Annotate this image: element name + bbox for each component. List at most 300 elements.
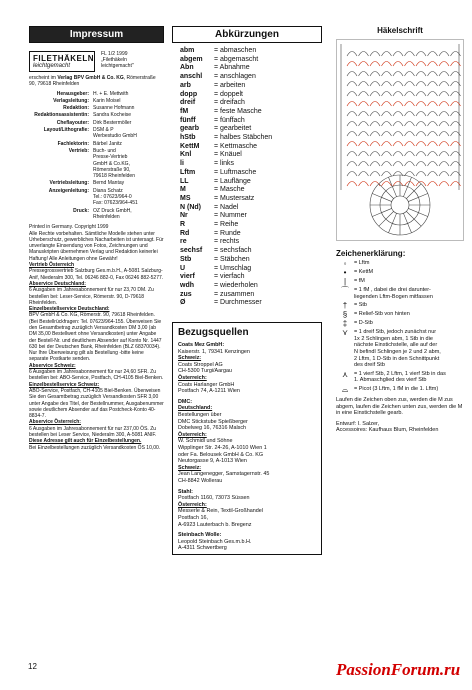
abbreviation-meaning: = arbeiten	[214, 81, 246, 89]
chain-arc	[428, 142, 438, 147]
symbol-icon: ⋏	[342, 369, 348, 379]
service-text: 6 Ausgaben im Jahresabonnement für nur 237,00 ÖS. Zu bestellen bei Leser Service, Niederalm 300, A-5081 ANIF.	[29, 425, 157, 439]
chain-arc	[439, 122, 449, 127]
abbreviation-row	[172, 73, 322, 82]
chain-arc	[393, 62, 403, 67]
abbreviation-meaning: = dreifach	[214, 99, 245, 107]
supplier-line: Wipplinger Str. 24-26, A-1010 Wien 1	[178, 445, 267, 451]
chain-arc	[370, 102, 380, 107]
symbol-legend-title: Zeichenerklärung:	[336, 249, 406, 258]
chain-arc	[393, 142, 403, 147]
abbreviation-meaning: = sechsfach	[214, 247, 252, 255]
abbreviation: wdh	[180, 281, 194, 289]
abbreviation-meaning: = halbes Stäbchen	[214, 134, 273, 142]
chain-arc	[382, 152, 392, 157]
chain-arc	[382, 172, 392, 177]
credit-value: Karin Moisel	[93, 97, 121, 104]
credit-role: Druck:	[73, 207, 89, 214]
symbol-icon: •	[343, 268, 347, 277]
chain-arc	[370, 142, 380, 147]
chain-arc	[405, 102, 415, 107]
chain-arc	[439, 92, 449, 97]
abbreviation: zus	[180, 290, 192, 298]
chain-arc	[359, 142, 369, 147]
watermark: PassionForum.ru	[336, 660, 461, 679]
chain-arc	[359, 122, 369, 127]
abbreviation-row	[172, 91, 322, 100]
crochet-column	[336, 26, 464, 434]
chain-arc	[428, 112, 438, 117]
chain-arc	[370, 172, 380, 177]
stitch-spoke	[408, 208, 427, 216]
chain-arc	[382, 62, 392, 67]
supplier-line: Messerle & Rein, Textil-Großhandel	[178, 508, 263, 515]
abbreviation-row	[172, 108, 322, 117]
service-heading: Diese Adresse gilt auch für Einzelbestellungen.	[29, 438, 142, 445]
legend-row	[336, 311, 464, 318]
chain-arc	[416, 62, 426, 67]
credit-value: Bärbel Janitz	[93, 140, 122, 147]
credit-role: Redaktion:	[63, 105, 89, 112]
abbreviation-row	[172, 47, 322, 56]
abbreviations-list	[172, 47, 322, 308]
abbreviation-row	[172, 56, 322, 65]
service-text: ABO-Service, Postfach, CH-4105 Biel-Benken. Überweisen Sie den Gesamtbetrag zuzüglich Versandkosten SFR 3,00 unter Angabe des Titel, der Bestellnummer, Ausgabenummer sowie deutlichem Absender auf das Postcheck-Konto 40-8834-7.	[29, 387, 164, 420]
chain-arc	[439, 152, 449, 157]
chain-arc	[439, 162, 449, 167]
chain-arc	[416, 152, 426, 157]
service-text: 6 Ausgaben im Jahresabonnement für nur 23,70 DM. Zu bestellen bei: Leser-Service, Römerstr. 90, D-79618 Rheinfelden.	[29, 287, 154, 306]
credit-row	[29, 112, 164, 118]
chain-arc	[370, 152, 380, 157]
chain-arc	[370, 162, 380, 167]
symbol-description: = Lftm	[354, 260, 370, 266]
chain-arc	[393, 152, 403, 157]
abbreviation-meaning: = Abnahme	[214, 64, 250, 72]
chain-arc	[428, 122, 438, 127]
stitch-spoke	[406, 184, 421, 199]
chain-arc	[416, 122, 426, 127]
legend-row	[336, 329, 464, 369]
rights-text: Alle Rechte vorbehalten. Sämtliche Modelle stehen unter Urheberschutz, gewerbliches Nacharbeiten ist untersagt. Für unverlangte Einsendung von Fotos, Zeichnungen und Manuskripten übernehmen Verlag und Redaktion keinerlei Haftung! Alle Anleitungen ohne Gewähr!	[29, 230, 164, 262]
chain-arc	[416, 92, 426, 97]
abbreviation-meaning: = Durchmesser	[214, 299, 262, 307]
chain-arc	[405, 72, 415, 77]
chain-arc	[439, 142, 449, 147]
chain-arc	[347, 112, 357, 117]
chain-arc	[439, 52, 449, 57]
chain-arc	[416, 82, 426, 87]
chain-arc	[347, 92, 357, 97]
abbreviation: hStb	[180, 134, 196, 142]
symbol-icon: ◦	[343, 259, 347, 268]
supplier-line: Coats Mez GmbH:	[178, 342, 225, 349]
abbreviation-meaning: = Runde	[214, 229, 241, 237]
credit-value: DSM & P Werbestudio GmbH	[93, 127, 137, 140]
impressum-title: Impressum	[29, 26, 164, 43]
symbol-icon: §	[342, 310, 348, 320]
chain-arc	[416, 142, 426, 147]
stitch-spoke	[372, 194, 391, 202]
suppliers-list	[178, 342, 316, 552]
stitch-spoke	[403, 177, 411, 196]
chain-arc	[428, 182, 438, 187]
abbreviation: fM	[180, 107, 189, 115]
service-text: Bei Einzelbestellungen zuzüglich Versandkosten ÖS 10,00.	[29, 444, 161, 451]
chain-arc	[393, 72, 403, 77]
chain-arc	[382, 162, 392, 167]
chain-arc	[439, 82, 449, 87]
supplier-line: Steinbach Wolle:	[178, 532, 222, 539]
chain-arc	[439, 102, 449, 107]
design-credits: Entwurf: I. Salzer, Accessoires: Kaufhaus Blum, Rheinfelden	[336, 420, 439, 434]
legend-row	[336, 371, 464, 384]
stitch-spoke	[389, 177, 397, 196]
supplier-line: DMC:	[178, 398, 193, 405]
chain-arc	[393, 112, 403, 117]
supplier-line: Postfach 1160, 73073 Süssen	[178, 495, 250, 502]
abbreviation: N (Nd)	[180, 203, 201, 211]
chain-arc	[439, 72, 449, 77]
credit-row	[29, 127, 164, 140]
chain-arc	[359, 52, 369, 57]
supplier-line: Österreich:	[178, 431, 207, 438]
chain-arc	[416, 52, 426, 57]
abbreviation: li	[180, 160, 184, 168]
credit-row	[29, 91, 164, 97]
supplier-line: CH-8842 Wollerau	[178, 477, 223, 484]
supplier-line: Deutschland:	[178, 405, 213, 412]
legend-row	[336, 278, 464, 285]
abbreviation-row	[172, 221, 322, 230]
abbreviation-meaning: = Luftmasche	[214, 168, 257, 176]
service-text: BPV GmbH & Co. KG, Römerstr. 90, 79618 Rheinfelden. (Bei Bestellrückfragen: Tel. 07623/964-155. Überweisen Sie den Gesamtbetrag zuzüglich Versandkosten DM 3,00 (ab DM 35,00 Bestellwert ohne Versandkosten) unter Angabe der Bestell-Nr. und deutlichem Absender auf Konto Nr. 1447 630 bei der Deutschen Bank, Rheinfelden (BLZ 68370034). Nur Ihre Überweisung gilt als Bestellung -bitte keine separate Postkarte senden.	[29, 312, 162, 363]
abbreviation-meaning: = gearbeitet	[214, 125, 252, 133]
magazine-logo-block	[29, 51, 164, 72]
credit-row	[29, 98, 164, 104]
abbreviation-meaning: = Lauflänge	[214, 177, 251, 185]
symbol-description: = 1 fM , dabei die drei darunter- liegenden Lftm-Bogen mitfassen	[354, 287, 433, 300]
chain-arc	[370, 62, 380, 67]
symbol-description: = D-Stb	[354, 320, 373, 327]
chain-arc	[428, 52, 438, 57]
chain-arc	[428, 162, 438, 167]
abbreviation: Lftm	[180, 168, 196, 176]
chain-arc	[359, 72, 369, 77]
supplier-line: Postfach 74, A-1211 Wien	[178, 388, 240, 395]
abbreviation: Nr	[180, 212, 188, 220]
chain-arc	[428, 92, 438, 97]
chain-arc	[393, 52, 403, 57]
credit-role: Layout/Lithografie:	[43, 127, 89, 134]
abbreviation: M	[180, 186, 186, 194]
chain-arc	[428, 62, 438, 67]
chain-arc	[359, 152, 369, 157]
suppliers-box	[172, 322, 322, 555]
abbreviation-meaning: = anschlagen	[214, 73, 256, 81]
chain-arc	[347, 182, 357, 187]
abbreviation: fünff	[180, 116, 196, 124]
abbreviation-row	[172, 160, 322, 169]
symbol-icon: ‡	[342, 319, 348, 329]
supplier-line: CH-5300 Turgi/Aargau	[178, 368, 232, 375]
supplier-line: Bestellungen über	[178, 412, 222, 419]
supplier-line: Leopold Steinbach Ges.m.b.H.	[178, 538, 252, 545]
chain-arc	[347, 62, 357, 67]
credit-role: Redaktionsassistentin:	[34, 112, 89, 119]
credit-row	[29, 180, 164, 186]
abbreviation-meaning: = Reihe	[214, 221, 239, 229]
service-heading: Abservice Österreich:	[29, 419, 81, 426]
service-block	[29, 419, 164, 438]
chain-arc	[382, 82, 392, 87]
chain-arc	[347, 82, 357, 87]
service-heading: Einzelbestellservice Schweiz:	[29, 381, 100, 388]
supplier-line: Stahl:	[178, 488, 193, 495]
abbreviation-row	[172, 195, 322, 204]
chain-arc	[405, 162, 415, 167]
abbreviations-title: Abkürzungen	[172, 26, 322, 43]
abbreviation-row	[172, 212, 322, 221]
credit-role: Verlagsleitung:	[53, 97, 89, 104]
abbreviation-meaning: = zusammen	[214, 290, 255, 298]
chain-arc	[428, 82, 438, 87]
abbreviation-row	[172, 256, 322, 265]
chain-arc	[416, 132, 426, 137]
symbol-icon: ⌒	[341, 286, 349, 295]
abbreviation: re	[180, 238, 187, 246]
chain-arc	[428, 72, 438, 77]
abbreviation-row	[172, 125, 322, 134]
abbreviation-row	[172, 204, 322, 213]
supplier-line: Coats Stroppel AG	[178, 361, 223, 368]
stitch-spoke	[389, 213, 397, 232]
credit-row	[29, 141, 164, 147]
chain-arc	[405, 62, 415, 67]
chain-arc	[405, 82, 415, 87]
supplier-line: W. Schmidl und Söhne	[178, 438, 233, 445]
symbol-description: = KettM	[354, 269, 374, 275]
stitch-spoke	[403, 213, 411, 232]
supplier-line: Postfach 16,	[178, 514, 208, 521]
chain-arc	[359, 112, 369, 117]
chain-arc	[382, 102, 392, 107]
chain-arc	[405, 152, 415, 157]
supplier-line: A-6923 Lauterbach b. Bregenz	[178, 521, 252, 528]
chain-arc	[347, 102, 357, 107]
chain-arc	[347, 172, 357, 177]
credit-value: Buch- und Presse-Vertrieb GmbH & Co.KG, Römerstraße 90, 79618 Rheinfelden	[93, 147, 135, 180]
abbreviation-meaning: = doppelt	[214, 90, 243, 98]
chain-arc	[393, 92, 403, 97]
abbreviation-meaning: = Mustersatz	[214, 194, 255, 202]
legend-row	[336, 269, 464, 276]
service-block	[29, 262, 164, 281]
symbol-icon: †	[342, 301, 348, 311]
abbreviation-row	[172, 230, 322, 239]
symbol-icon: |	[343, 277, 347, 286]
chain-arc	[382, 182, 392, 187]
abbreviation-row	[172, 299, 322, 308]
service-block	[29, 281, 164, 306]
abbreviation-meaning: = wiederholen	[214, 281, 258, 289]
service-blocks	[29, 262, 164, 451]
stitch-spoke	[372, 208, 391, 216]
credit-value: H. + E. Mettwith	[93, 90, 129, 97]
abbreviation: KettM	[180, 142, 200, 150]
chain-arc	[416, 162, 426, 167]
chain-arc	[393, 132, 403, 137]
symbol-description: = Picot (3 Lftm, 1 fM in die 1. Lftm)	[354, 385, 439, 392]
chain-arc	[370, 122, 380, 127]
service-block	[29, 382, 164, 420]
abbreviation: LL	[180, 177, 189, 185]
supplier-line: Österreich:	[178, 501, 207, 508]
chain-arc	[393, 122, 403, 127]
service-block	[29, 306, 164, 363]
supplier-line: Schweiz:	[178, 355, 202, 362]
chain-arc	[382, 52, 392, 57]
abbreviation-meaning: = Masche	[214, 186, 245, 194]
chain-arc	[370, 52, 380, 57]
crochet-diagram-drawing	[337, 40, 463, 238]
stitch-spoke	[408, 194, 427, 202]
abbreviation-row	[172, 178, 322, 187]
service-heading: Abservice Deutschland:	[29, 280, 86, 287]
chain-arc	[370, 132, 380, 137]
abbreviation: sechsf	[180, 247, 203, 255]
legend-row	[336, 287, 464, 300]
abbreviation: abgem	[180, 55, 203, 63]
abbreviation-row	[172, 143, 322, 152]
symbol-description: = fM	[354, 278, 365, 284]
chain-arc	[347, 72, 357, 77]
abbreviation-row	[172, 99, 322, 108]
chain-arc	[370, 92, 380, 97]
supplier-line: Kaiserstr. 1, 79341 Kenzingen	[178, 348, 250, 355]
copyright-line: Printed in Germany. Copyright 1999	[29, 224, 109, 231]
abbreviation-row	[172, 247, 322, 256]
symbol-description: = Relief-Stb von hinten	[354, 311, 410, 318]
abbreviation-row	[172, 117, 322, 126]
chain-arc	[405, 112, 415, 117]
abbreviation-row	[172, 169, 322, 178]
chain-arc	[405, 142, 415, 147]
abbreviation: dreif	[180, 99, 196, 107]
symbol-icon: ⌓	[341, 384, 349, 394]
symbol-description: = Stb	[354, 302, 367, 309]
chain-arc	[428, 152, 438, 157]
chain-arc	[439, 112, 449, 117]
abbreviation: vierf	[180, 273, 195, 281]
credit-role: Herausgeber:	[56, 90, 89, 97]
credit-row	[29, 105, 164, 111]
chain-arc	[359, 172, 369, 177]
abbreviation: U	[180, 264, 186, 272]
legend-row	[336, 260, 464, 267]
abbreviation-meaning: = Umschlag	[214, 264, 252, 272]
credit-row	[29, 188, 164, 207]
chain-arc	[405, 52, 415, 57]
symbol-icon: ⋎	[342, 328, 348, 338]
publisher-line: erscheint im Verlag BPV GmbH & Co. KG, Römerstraße 90, 79618 Rheinfelden	[29, 75, 156, 88]
supplier-line: Jean Langenegger, Samstagernstr. 45	[178, 471, 270, 478]
chain-arc	[439, 172, 449, 177]
credit-row	[29, 208, 164, 221]
chain-arc	[359, 162, 369, 167]
supplier-line: Österreich:	[178, 375, 207, 382]
abbreviation: R	[180, 221, 186, 229]
crochet-chart-title: Häkelschrift	[377, 26, 423, 35]
service-heading: Abservice Schweiz:	[29, 362, 76, 369]
chain-arc	[416, 72, 426, 77]
abbreviation-row	[172, 151, 322, 160]
chain-arc	[439, 62, 449, 67]
credit-value: Dirk Bestermöller	[93, 119, 132, 126]
abbreviation: Ø	[180, 299, 186, 307]
service-text: 6 Ausgaben im Jahresabonnement für nur 24,60 SFR. Zu bestellen bei: ABO-Service, Postfach, CH-4105 Biel-Benken.	[29, 369, 164, 382]
abbreviation-meaning: = fünffach	[214, 116, 245, 124]
abbreviation-row	[172, 186, 322, 195]
chain-arc	[370, 112, 380, 117]
crochet-diagram	[336, 39, 464, 241]
chain-arc	[405, 122, 415, 127]
magazine-logo: FILETHÄKELN leichtgemacht	[29, 51, 95, 72]
chain-arc	[405, 92, 415, 97]
abbreviation: Knl	[180, 151, 192, 159]
chain-arc	[347, 52, 357, 57]
abbreviation-meaning: = rechts	[214, 238, 240, 246]
service-block	[29, 363, 164, 382]
abbreviation: anschl	[180, 73, 203, 81]
supplier-line: Dobelweg 16, 76316 Malsch	[178, 425, 247, 432]
stitch-spoke	[379, 211, 394, 226]
abbreviation: Rd	[180, 229, 190, 237]
supplier-line: Coats Harlanger GmbH	[178, 381, 235, 388]
chain-arc	[393, 102, 403, 107]
chain-arc	[382, 112, 392, 117]
chain-arc	[347, 162, 357, 167]
abbreviation-row	[172, 291, 322, 300]
symbol-legend	[336, 260, 464, 393]
chain-arc	[393, 82, 403, 87]
abbreviation-meaning: = abgemascht	[214, 55, 259, 63]
chain-arc	[382, 122, 392, 127]
legend-row	[336, 320, 464, 327]
legend-note: Laufen die Zeichen oben zus, werden die M zus abgem, laufen die Zeichen unten zus, werden die M in eine Einstichstelle gearb.	[336, 396, 463, 417]
chain-arc	[382, 92, 392, 97]
credit-value: OZ Druck GmbH, Rheinfelden	[93, 207, 132, 220]
abbreviation: Abn	[180, 64, 194, 72]
abbreviation-meaning: = vierfach	[214, 273, 245, 281]
credit-row	[29, 148, 164, 179]
credit-role: Cheflayouter:	[56, 119, 89, 126]
service-heading: Einzelbestellservice Deutschland:	[29, 306, 110, 313]
chain-arc	[370, 72, 380, 77]
abbreviation-meaning: = abmaschen	[214, 47, 257, 54]
abbreviation: MS	[180, 194, 191, 202]
supplier-line: A-4311 Schwertberg	[178, 545, 227, 552]
abbreviation-meaning: = Kettmasche	[214, 142, 257, 150]
chain-arc	[416, 102, 426, 107]
supplier-line: DMC Stickstube Spießberger	[178, 418, 248, 425]
service-block	[29, 438, 164, 451]
chain-arc	[359, 62, 369, 67]
abbreviation-row	[172, 282, 322, 291]
abbreviation: gearb	[180, 125, 200, 133]
page-number: 12	[28, 662, 37, 671]
symbol-description: = 1 vierf Stb, 2 Lftm, 1 vierf Stb in das 1. Abmaschglied des vierf Stb	[354, 370, 446, 384]
